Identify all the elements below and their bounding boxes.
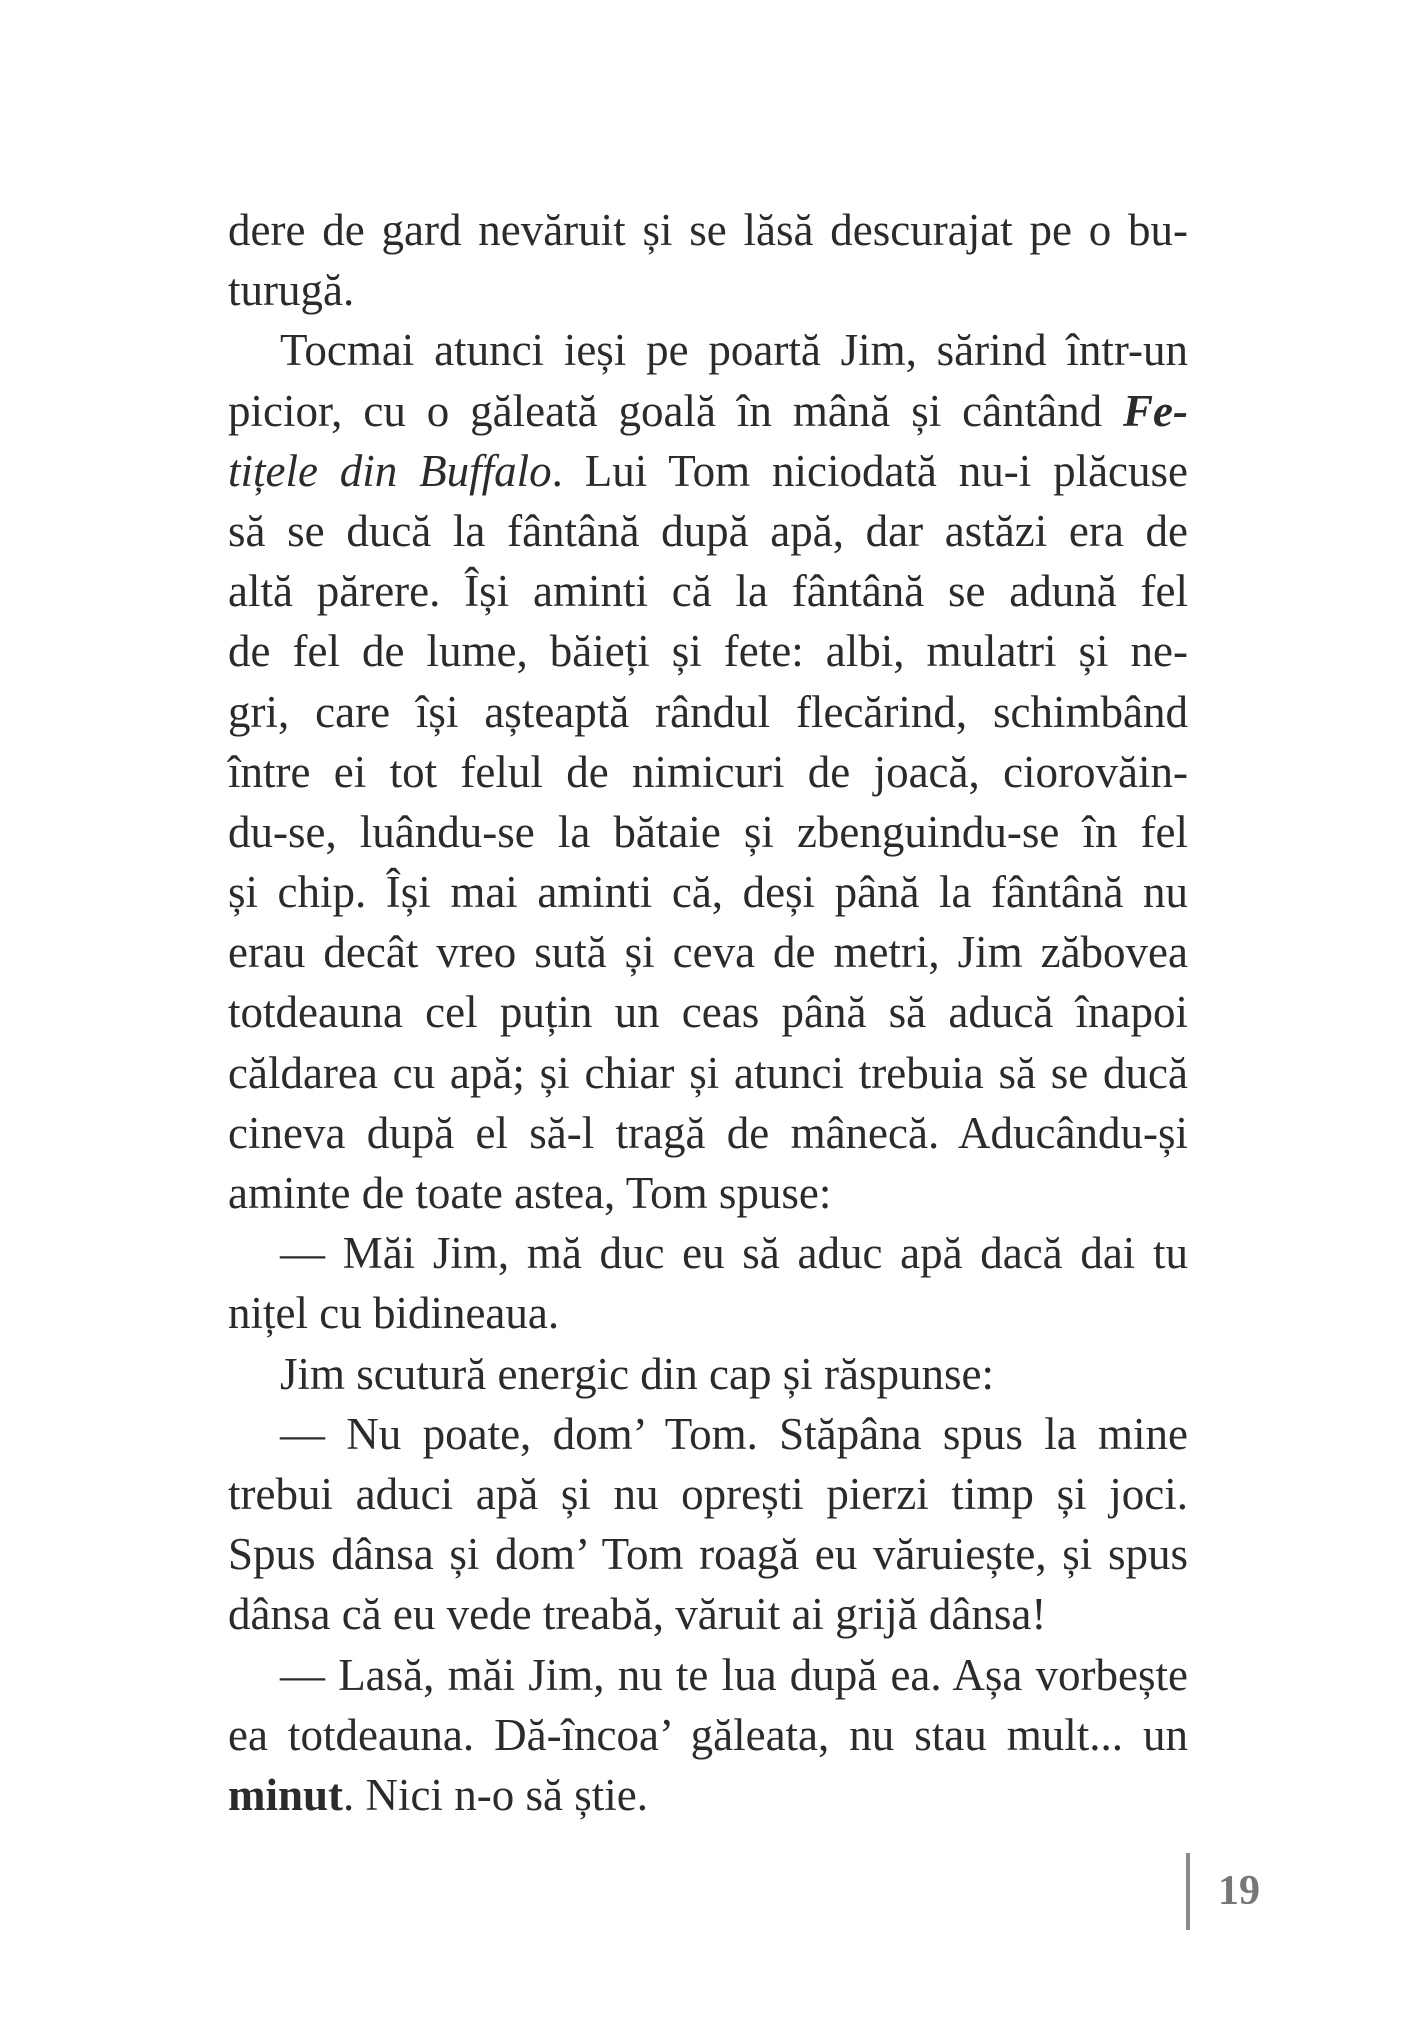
text-line: căldarea cu apă; și chiar și atunci trebuia să se ducă bbox=[228, 1047, 1188, 1098]
text-line: Tocmai atunci ieși pe poartă Jim, sărind într-un bbox=[280, 325, 1188, 376]
text-line: dânsa că eu vede treabă, văruit ai grijă dânsa! bbox=[228, 1589, 1047, 1640]
text-line: dere de gard nevăruit și se lăsă descurajat pe o bu- bbox=[228, 205, 1188, 255]
footer-rule bbox=[1186, 1853, 1190, 1930]
text-line: cineva după el să-l tragă de mânecă. Aducându-și bbox=[228, 1107, 1188, 1158]
text-line bbox=[228, 441, 1188, 501]
text-line: între ei tot felul de nimicuri de joacă, ciorovăin- bbox=[228, 746, 1188, 797]
text-line: nițel cu bidineaua. bbox=[228, 1288, 560, 1339]
italic-title-run: tițele din Buffalo bbox=[228, 445, 552, 496]
bold-text-run: minut bbox=[228, 1769, 344, 1820]
text-line: totdeauna cel puțin un ceas până să aducă înapoi bbox=[228, 987, 1188, 1038]
text-line bbox=[228, 381, 1188, 441]
text-line: altă părere. Își aminti că la fântână se adună fel bbox=[228, 566, 1188, 617]
text-line: gri, care își așteaptă rândul flecărind, schimbând bbox=[228, 686, 1188, 737]
text-line: Spus dânsa și dom’ Tom roagă eu văruiește, și spus bbox=[228, 1529, 1188, 1580]
text-line: — Lasă, măi Jim, nu te lua după ea. Așa vorbește bbox=[280, 1649, 1188, 1700]
text-line: erau decât vreo sută și ceva de metri, Jim zăbovea bbox=[228, 927, 1188, 978]
text-line: ea totdeauna. Dă-încoa’ găleata, nu stau mult... un bbox=[228, 1709, 1188, 1760]
body-text bbox=[228, 200, 1188, 1825]
page-number: 19 bbox=[1218, 1868, 1260, 1914]
text-line: aminte de toate astea, Tom spuse: bbox=[228, 1168, 832, 1218]
text-line: — Măi Jim, mă duc eu să aduc apă dacă dai tu bbox=[280, 1228, 1188, 1279]
text-line: să se ducă la fântână după apă, dar astăzi era de bbox=[228, 505, 1188, 556]
text-line: trebui aduci apă și nu oprești pierzi timp și joci. bbox=[228, 1468, 1188, 1519]
italic-title-run: Fe- bbox=[1123, 385, 1188, 436]
text-line: turugă. bbox=[228, 265, 355, 316]
text-line: Jim scutură energic din cap și răspunse: bbox=[280, 1348, 994, 1399]
text-line bbox=[228, 1765, 1188, 1825]
text-line: și chip. Își mai aminti că, deși până la fântână nu bbox=[228, 867, 1188, 918]
text-line: — Nu poate, dom’ Tom. Stăpâna spus la mine bbox=[280, 1408, 1188, 1459]
text-run: . Nici n-o să știe. bbox=[343, 1769, 648, 1820]
text-line: de fel de lume, băieți și fete: albi, mulatri și ne- bbox=[228, 626, 1188, 677]
text-line: du-se, luându-se la bătaie și zbenguindu-se în fel bbox=[228, 806, 1188, 857]
text-run: picior, cu o găleată goală în mână și cântând bbox=[228, 385, 1124, 436]
text-run: . Lui Tom niciodată nu-i plăcuse bbox=[551, 445, 1188, 496]
